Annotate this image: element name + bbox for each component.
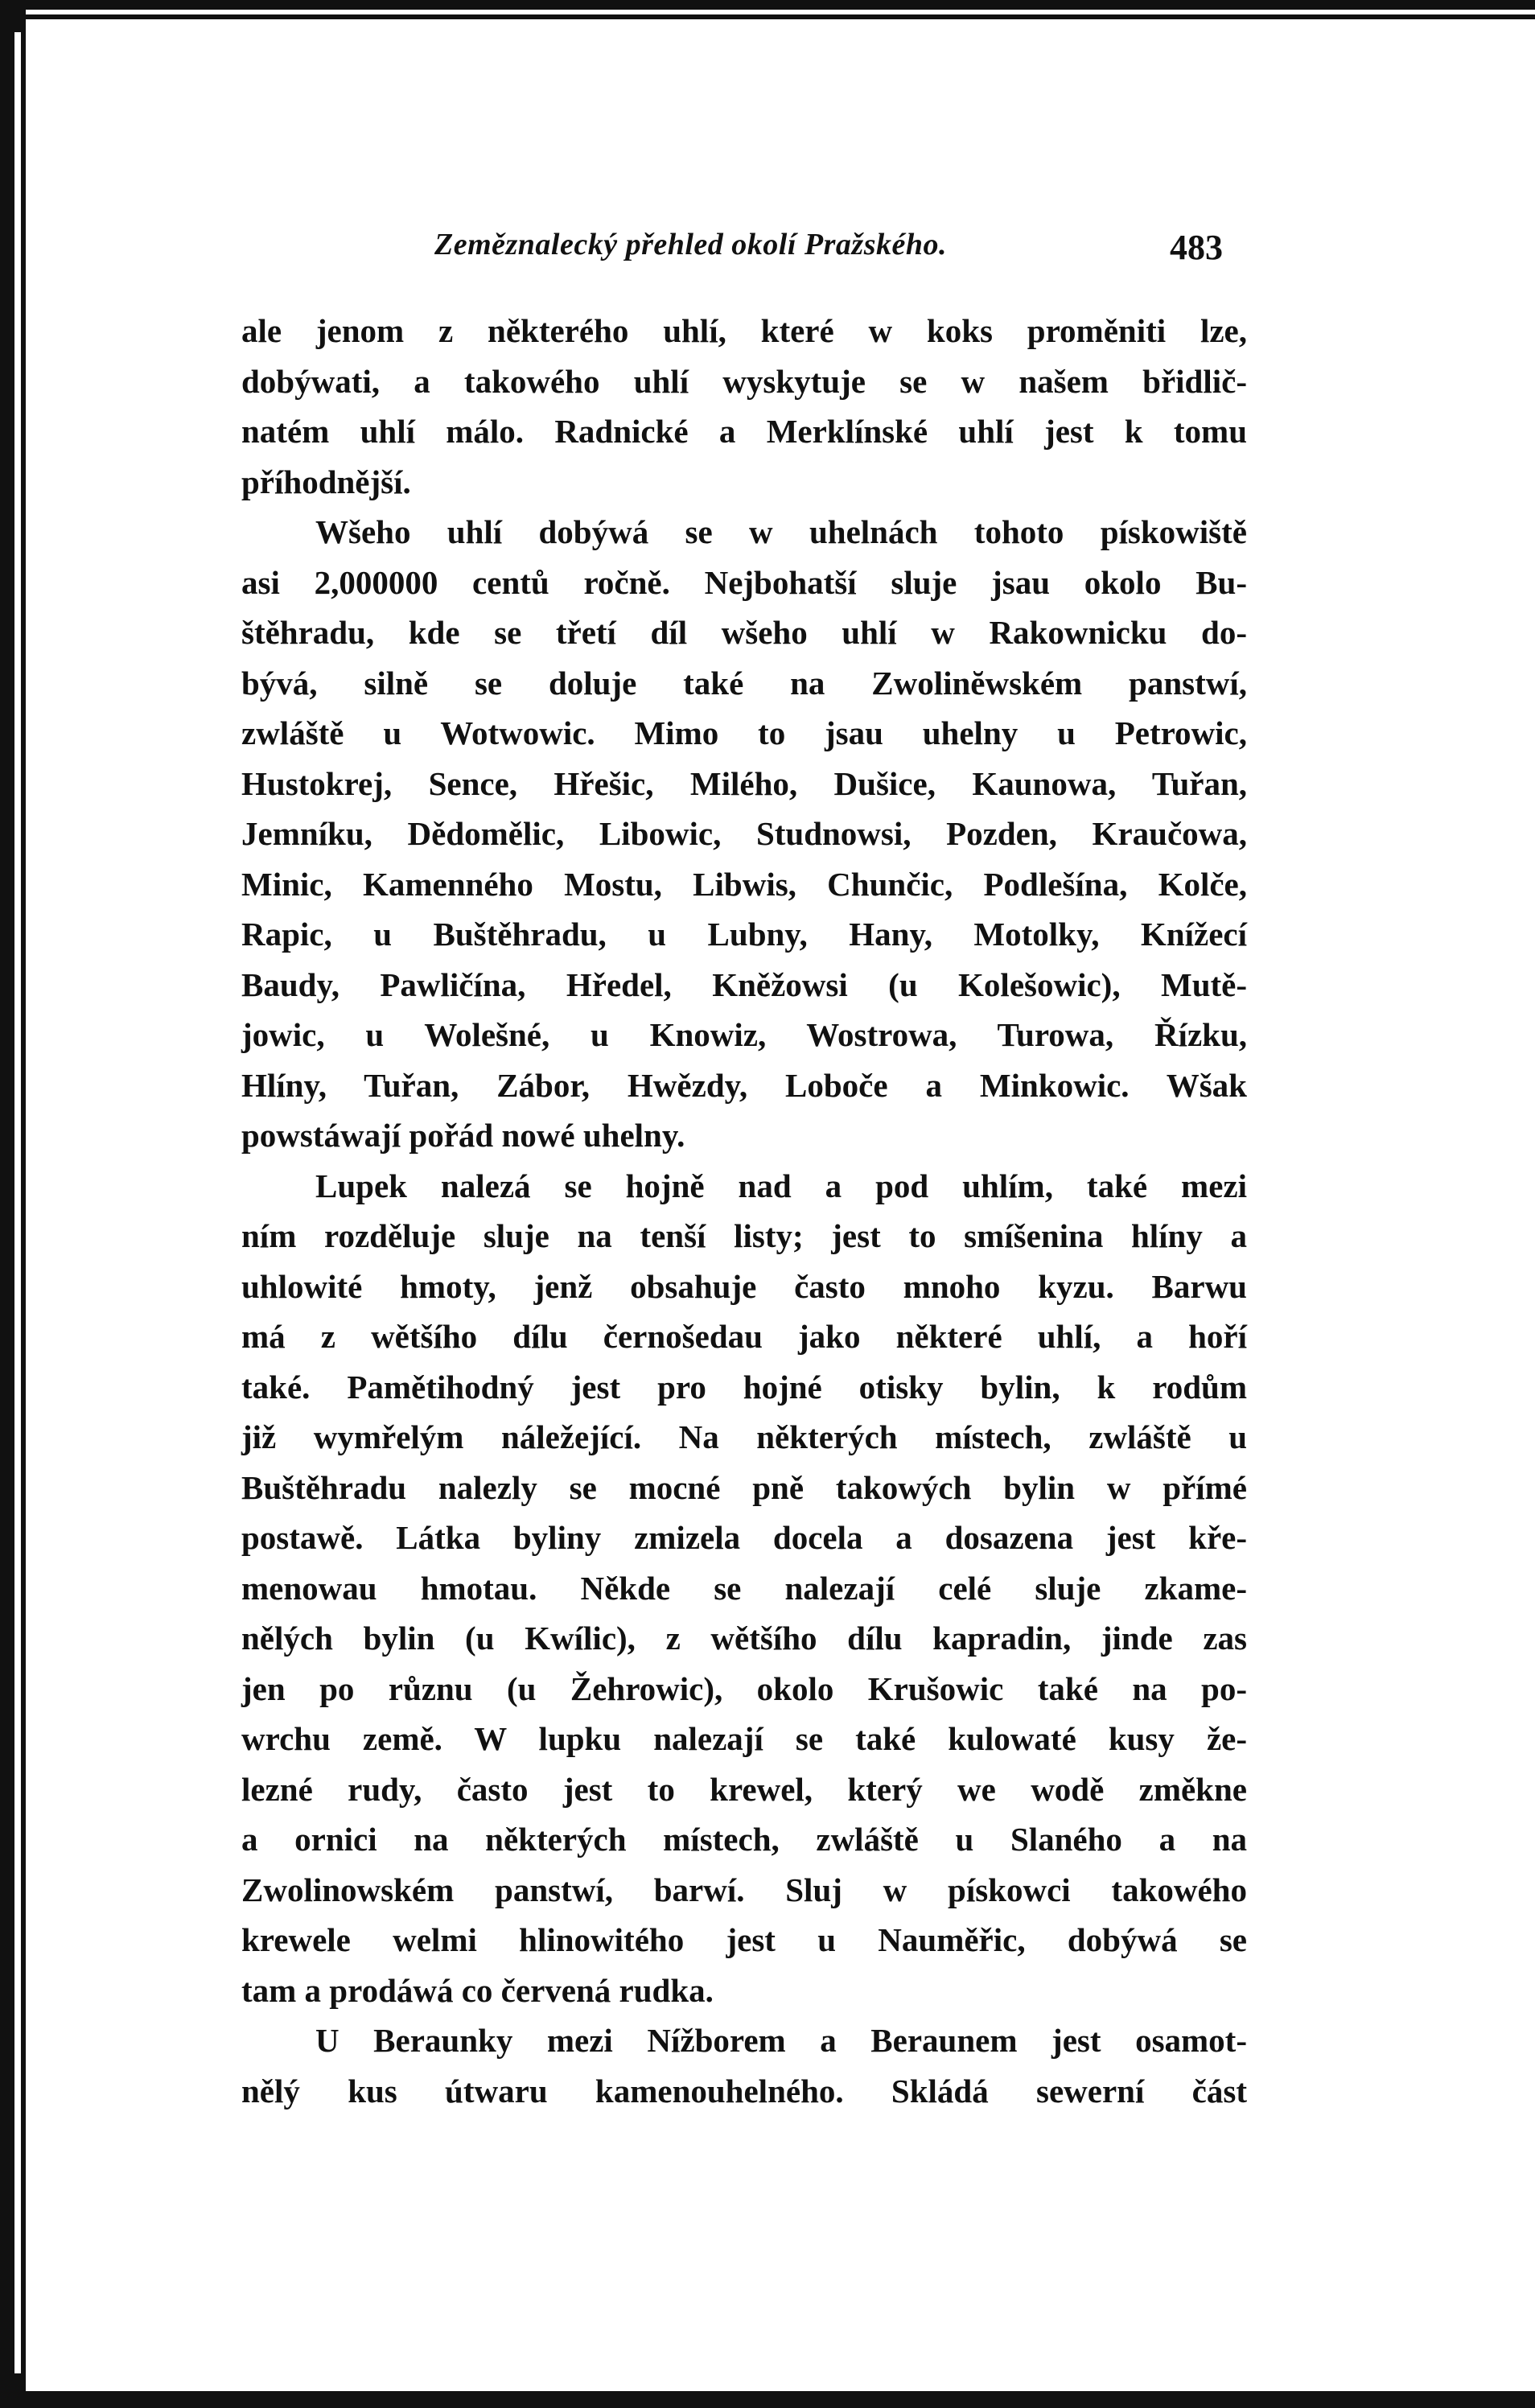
text-line: natém uhlí málo. Radnické a Merklínské uhlí jest k tomu bbox=[241, 413, 1247, 450]
text-line: Buštěhradu nalezly se mocné pně takowých bylin w přímé bbox=[241, 1468, 1247, 1506]
text-line: nělých bylin (u Kwílic), z wětšího dílu kapradin, jinde zas bbox=[241, 1620, 1247, 1657]
paragraph bbox=[241, 507, 1247, 1161]
text-line: dobýwati, a takowého uhlí wyskytuje se w našem břidlič- bbox=[241, 362, 1247, 400]
body-text bbox=[241, 306, 1247, 2116]
text-line: postawě. Látka byliny zmizela docela a dosazena jest kře- bbox=[241, 1519, 1247, 1556]
text-line: wrchu země. W lupku nalezají se také kulowaté kusy že- bbox=[241, 1720, 1247, 1757]
text-line: a ornici na některých místech, zwláště u Slaného a na bbox=[241, 1821, 1247, 1858]
page-number: 483 bbox=[1170, 228, 1223, 267]
text-line: také. Pamětihodný jest pro hojné otisky bylin, k rodům bbox=[241, 1368, 1247, 1406]
text-line: nělý kus útwaru kamenouhelného. Skládá sewerní část bbox=[241, 2072, 1247, 2110]
text-line: jen po různu (u Žehrowic), okolo Krušowic také na po- bbox=[241, 1669, 1247, 1707]
text-line: Hlíny, Tuřan, Zábor, Hwězdy, Loboče a Minkowic. Wšak bbox=[241, 1066, 1247, 1104]
text-line: příhodnější. bbox=[241, 463, 411, 500]
text-line: U Beraunky mezi Nížborem a Beraunem jest osamot- bbox=[315, 2022, 1247, 2059]
text-line: Zwolinowském panstwí, barwí. Sluj w pískowci takowého bbox=[241, 1871, 1247, 1908]
text-line: štěhradu, kde se třetí díl wšeho uhlí w Rakownicku do- bbox=[241, 614, 1247, 651]
scan-bottom-edge bbox=[0, 2391, 1535, 2408]
text-line: Jemníku, Dědomělic, Libowic, Studnowsi, Pozden, Kraučowa, bbox=[241, 815, 1247, 852]
text-line: asi 2,000000 centů ročně. Nejbohatší sluje jsau okolo Bu- bbox=[241, 563, 1247, 601]
text-line: tam a prodáwá co červená rudka. bbox=[241, 1971, 714, 2009]
text-line: Wšeho uhlí dobýwá se w uhelnách tohoto pískowiště bbox=[315, 513, 1247, 550]
text-line: lezné rudy, často jest to krewel, který we wodě změkne bbox=[241, 1770, 1247, 1808]
text-line: Minic, Kamenného Mostu, Libwis, Chunčic, Podlešína, Kolče, bbox=[241, 865, 1247, 903]
text-line: již wymřelým náležející. Na některých místech, zwláště u bbox=[241, 1418, 1247, 1455]
text-line: jowic, u Wolešné, u Knowiz, Wostrowa, Turowa, Řízku, bbox=[241, 1016, 1247, 1053]
text-line: uhlowité hmoty, jenž obsahuje často mnoho kyzu. Barwu bbox=[241, 1267, 1247, 1305]
text-line: Baudy, Pawličína, Hředel, Kněžowsi (u Kolešowic), Mutě- bbox=[241, 965, 1247, 1003]
text-line: bývá, silně se doluje také na Zwolinĕwském panstwí, bbox=[241, 664, 1247, 702]
text-line: Hustokrej, Sence, Hřešic, Milého, Dušice, Kaunowa, Tuřan, bbox=[241, 764, 1247, 802]
text-line: krewele welmi hlinowitého jest u Nauměřic, dobýwá se bbox=[241, 1921, 1247, 1958]
page-header bbox=[241, 227, 1223, 275]
paragraph bbox=[241, 306, 1247, 507]
text-line: Lupek nalezá se hojně nad a pod uhlím, také mezi bbox=[315, 1167, 1247, 1204]
running-title: Zeměznalecký přehled okolí Pražského. bbox=[434, 228, 947, 261]
text-line: zwláště u Wotwowic. Mimo to jsau uhelny u Petrowic, bbox=[241, 714, 1247, 751]
text-line: ním rozděluje sluje na tenší listy; jest to smíšenina hlíny a bbox=[241, 1217, 1247, 1254]
scan-left-edge bbox=[0, 0, 26, 2408]
text-line: menowau hmotau. Někde se nalezají celé sluje zkame- bbox=[241, 1569, 1247, 1607]
scan-left-edge-gap bbox=[14, 32, 21, 2373]
text-line: powstáwají pořád nowé uhelny. bbox=[241, 1117, 685, 1154]
text-line: má z wětšího dílu černošedau jako některé uhlí, a hoří bbox=[241, 1318, 1247, 1355]
scan-top-edge-gap bbox=[21, 10, 1535, 14]
paragraph bbox=[241, 1161, 1247, 2016]
paragraph bbox=[241, 2015, 1247, 2116]
text-line: ale jenom z některého uhlí, které w koks proměniti lze, bbox=[241, 312, 1247, 349]
text-line: Rapic, u Buštěhradu, u Lubny, Hany, Motolky, Knížecí bbox=[241, 916, 1247, 953]
